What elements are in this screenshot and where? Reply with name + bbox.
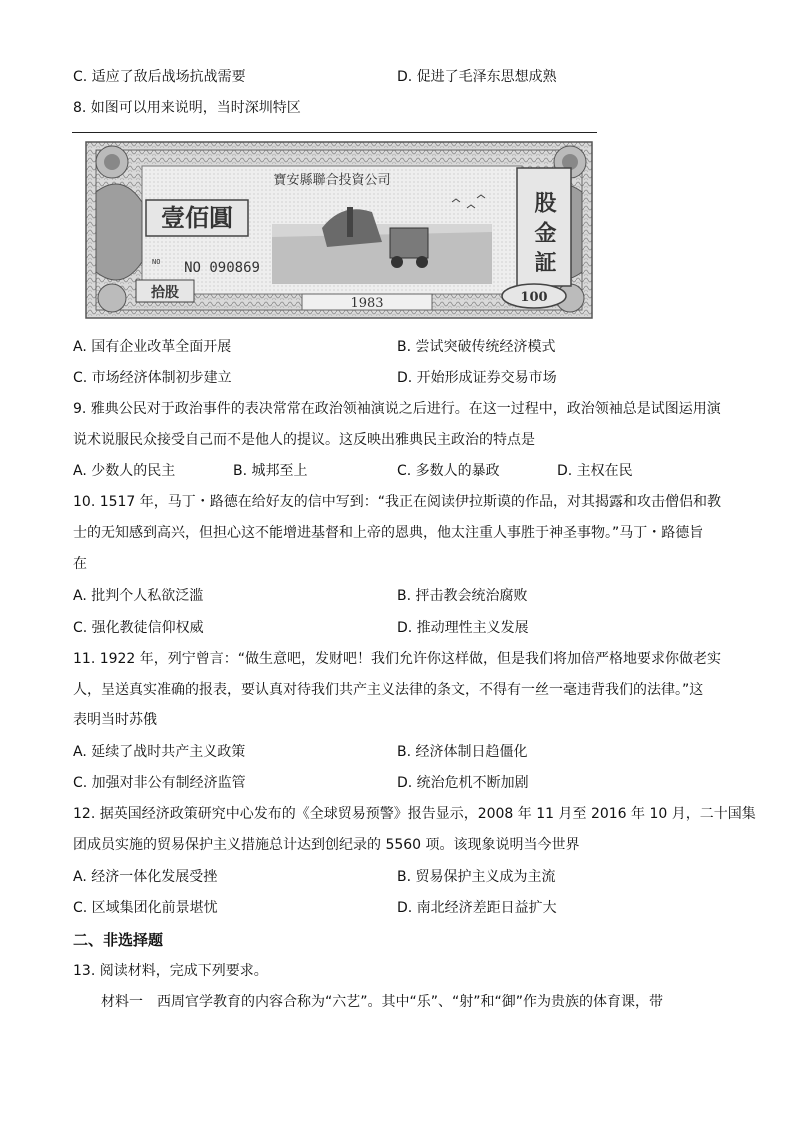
q7-option-d: D. 促进了毛泽东思想成熟 (397, 69, 557, 85)
q11-line-1: 11. 1922 年，列宁曾言：“做生意吧，发财吧！我们允许你这样做，但是我们将加倍严格地要求你做老实 (73, 651, 722, 667)
q9-line-1: 9. 雅典公民对于政治事件的表决常常在政治领袖演说之后进行。在这一过程中，政治领袖总是试图运用演 (73, 401, 721, 417)
serial-number: NO 090869 (184, 260, 260, 276)
q8-option-a: A. 国有企业改革全面开展 (73, 339, 232, 355)
value-box: 100 (520, 290, 548, 305)
q12-option-a: A. 经济一体化发展受挫 (73, 869, 218, 885)
q12-option-b: B. 贸易保护主义成为主流 (397, 869, 556, 885)
q8-option-c: C. 市场经济体制初步建立 (73, 370, 232, 386)
year-label: 1983 (350, 296, 384, 311)
q9-option-b: B. 城邦至上 (233, 463, 308, 479)
stock-certificate-figure (72, 132, 597, 324)
q12-line-2: 团成员实施的贸易保护主义措施总计达到创纪录的 5560 项。该现象说明当今世界 (73, 837, 580, 853)
q9-option-d: D. 主权在民 (557, 463, 633, 479)
q7-option-c: C. 适应了敌后战场抗战需要 (73, 69, 246, 85)
q13-stem: 13. 阅读材料，完成下列要求。 (73, 963, 268, 979)
q10-line-3: 在 (73, 556, 87, 572)
company-name: 寶安縣聯合投資公司 (273, 173, 391, 188)
q8-option-d: D. 开始形成证券交易市场 (397, 370, 557, 386)
q8-option-b: B. 尝试突破传统经济模式 (397, 339, 556, 355)
q10-option-b: B. 抨击教会统治腐败 (397, 588, 528, 604)
q13-material-1: 材料一 西周官学教育的内容合称为“六艺”。其中“乐”、“射”和“御”作为贵族的体育课，带 (101, 994, 664, 1010)
q8-stem: 8. 如图可以用来说明，当时深圳特区 (73, 100, 301, 116)
q11-option-b: B. 经济体制日趋僵化 (397, 744, 528, 760)
q11-option-c: C. 加强对非公有制经济监管 (73, 775, 246, 791)
q11-line-3: 表明当时苏俄 (73, 712, 157, 728)
section-title: 二、非选择题 (73, 931, 164, 949)
q12-option-c: C. 区域集团化前景堪忧 (73, 900, 218, 916)
q10-line-1: 10. 1517 年，马丁・路德在给好友的信中写到：“我正在阅读伊拉斯谟的作品，对其揭露和攻击僧侣和教 (73, 494, 722, 510)
q10-option-a: A. 批判个人私欲泛滥 (73, 588, 204, 604)
q12-line-1: 12. 据英国经济政策研究中心发布的《全球贸易预警》报告显示，2008 年 11 月至 2016 年 10 月，二十国集 (73, 806, 756, 822)
certificate-vertical-title: 股 金 証 (531, 191, 557, 273)
q9-line-2: 说术说服民众接受自己而不是他人的提议。这反映出雅典民主政治的特点是 (73, 432, 535, 448)
shares-label: 拾股 (151, 285, 179, 301)
q10-line-2: 士的无知感到高兴，但担心这不能增进基督和上帝的恩典，他太注重人事胜于神圣事物。”马丁・路德旨 (73, 525, 704, 541)
q10-option-c: C. 强化教徒信仰权威 (73, 620, 204, 636)
stock-certificate-image (72, 132, 597, 324)
q9-option-a: A. 少数人的民主 (73, 463, 176, 479)
q9-option-c: C. 多数人的暴政 (397, 463, 500, 479)
q11-line-2: 人，呈送真实准确的报表，要认真对待我们共产主义法律的条文，不得有一丝一毫违背我们的法律。”这 (73, 682, 704, 698)
svg-text:NO: NO (152, 258, 161, 266)
q11-option-d: D. 统治危机不断加剧 (397, 775, 529, 791)
q12-option-d: D. 南北经济差距日益扩大 (397, 900, 557, 916)
amount-label: 壹佰圓 (161, 203, 233, 232)
q11-option-a: A. 延续了战时共产主义政策 (73, 744, 246, 760)
q10-option-d: D. 推动理性主义发展 (397, 620, 529, 636)
